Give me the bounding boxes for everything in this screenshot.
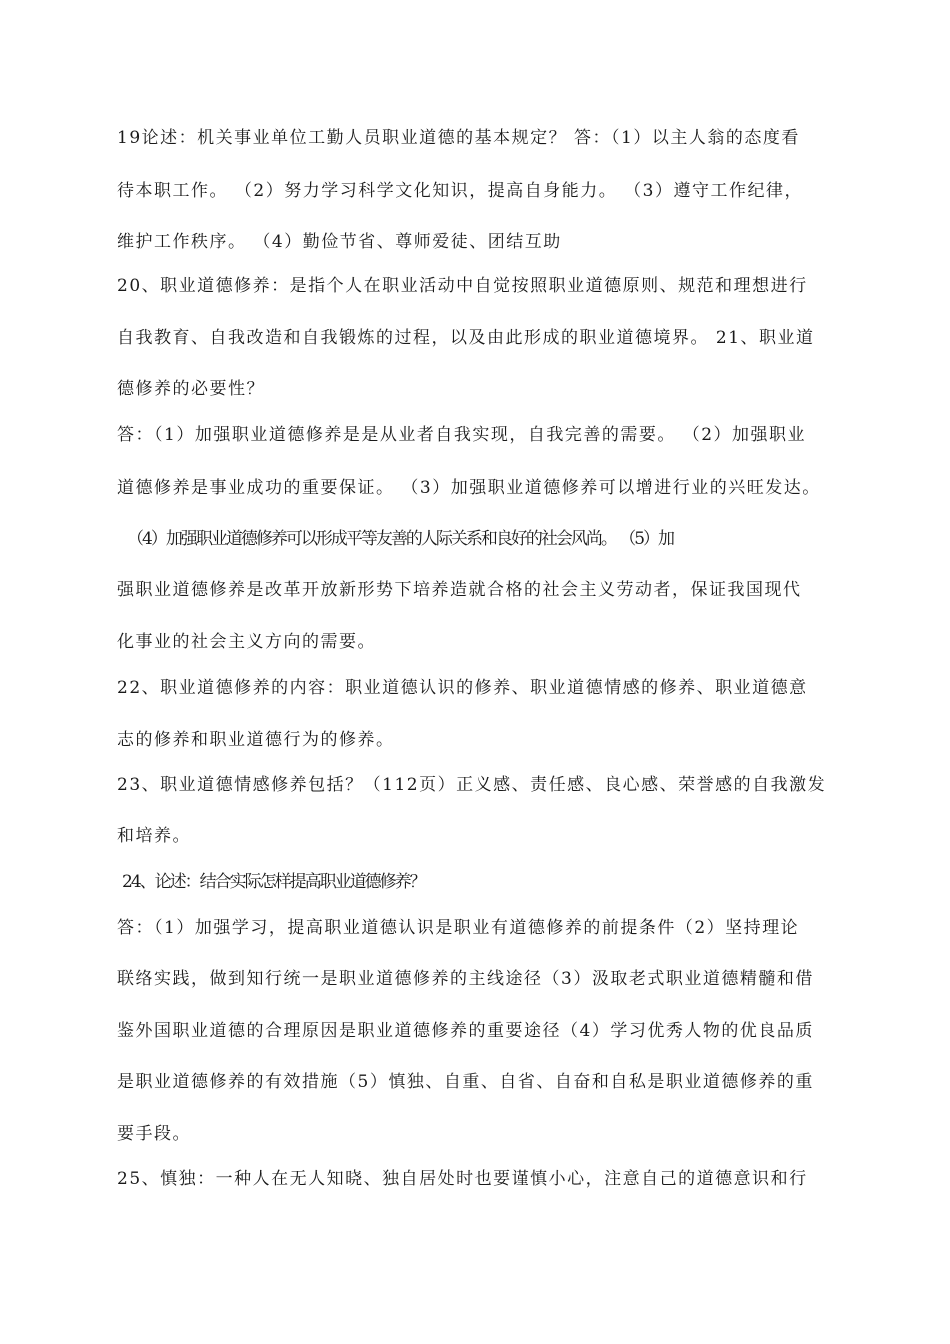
text-line-12: 22、职业道德修养的内容：职业道德认识的修养、职业道德情感的修养、职业道德意 (117, 678, 808, 698)
text-line-5: 自我教育、自我改造和自我锻炼的过程，以及由此形成的职业道德境界。 21、职业道 (117, 328, 815, 348)
text-line-8: 道德修养是事业成功的重要保证。 （3）加强职业道德修养可以增进行业的兴旺发达。 (117, 478, 821, 498)
text-line-2: 待本职工作。 （2）努力学习科学文化知识，提高自身能力。 （3）遵守工作纪律， (117, 181, 803, 201)
text-line-6: 德修养的必要性？ (117, 379, 265, 399)
text-line-15: 和培养。 (117, 826, 191, 846)
text-line-21: 要手段。 (117, 1124, 191, 1144)
text-line-18: 联络实践，做到知行统一是职业道德修养的主线途径（3）汲取老式职业道德精髓和借 (117, 969, 814, 989)
text-line-20: 是职业道德修养的有效措施（5）慎独、自重、自省、自奋和自私是职业道德修养的重 (117, 1072, 814, 1092)
text-line-7: 答：（1）加强职业道德修养是是从业者自我实现，自我完善的需要。 （2）加强职业 (117, 425, 807, 445)
text-line-11: 化事业的社会主义方向的需要。 (117, 632, 376, 652)
text-line-17: 答：（1）加强学习，提高职业道德认识是职业有道德修养的前提条件（2）坚持理论 (117, 918, 800, 938)
text-line-14: 23、职业道德情感修养包括？（112页）正义感、责任感、良心感、荣誉感的自我激发 (117, 775, 827, 795)
text-line-4: 20、职业道德修养：是指个人在职业活动中自觉按照职业道德原则、规范和理想进行 (117, 276, 808, 296)
text-line-13: 志的修养和职业道德行为的修养。 (117, 730, 395, 750)
text-line-9: （4）加强职业道德修养可以形成平等友善的人际关系和良好的社会风尚。 （5）加 (127, 529, 674, 549)
text-line-16: 24、论述：结合实际怎样提高职业道德修养？ (122, 872, 425, 892)
text-line-19: 鉴外国职业道德的合理原因是职业道德修养的重要途径（4）学习优秀人物的优良品质 (117, 1021, 814, 1041)
text-line-1: 19论述：机关事业单位工勤人员职业道德的基本规定？ 答：（1）以主人翁的态度看 (117, 128, 800, 148)
text-line-22: 25、慎独：一种人在无人知晓、独自居处时也要谨慎小心，注意自己的道德意识和行 (117, 1169, 808, 1189)
text-line-3: 维护工作秩序。 （4）勤俭节省、尊师爱徒、团结互助 (117, 232, 562, 252)
text-line-10: 强职业道德修养是改革开放新形势下培养造就合格的社会主义劳动者，保证我国现代 (117, 580, 802, 600)
